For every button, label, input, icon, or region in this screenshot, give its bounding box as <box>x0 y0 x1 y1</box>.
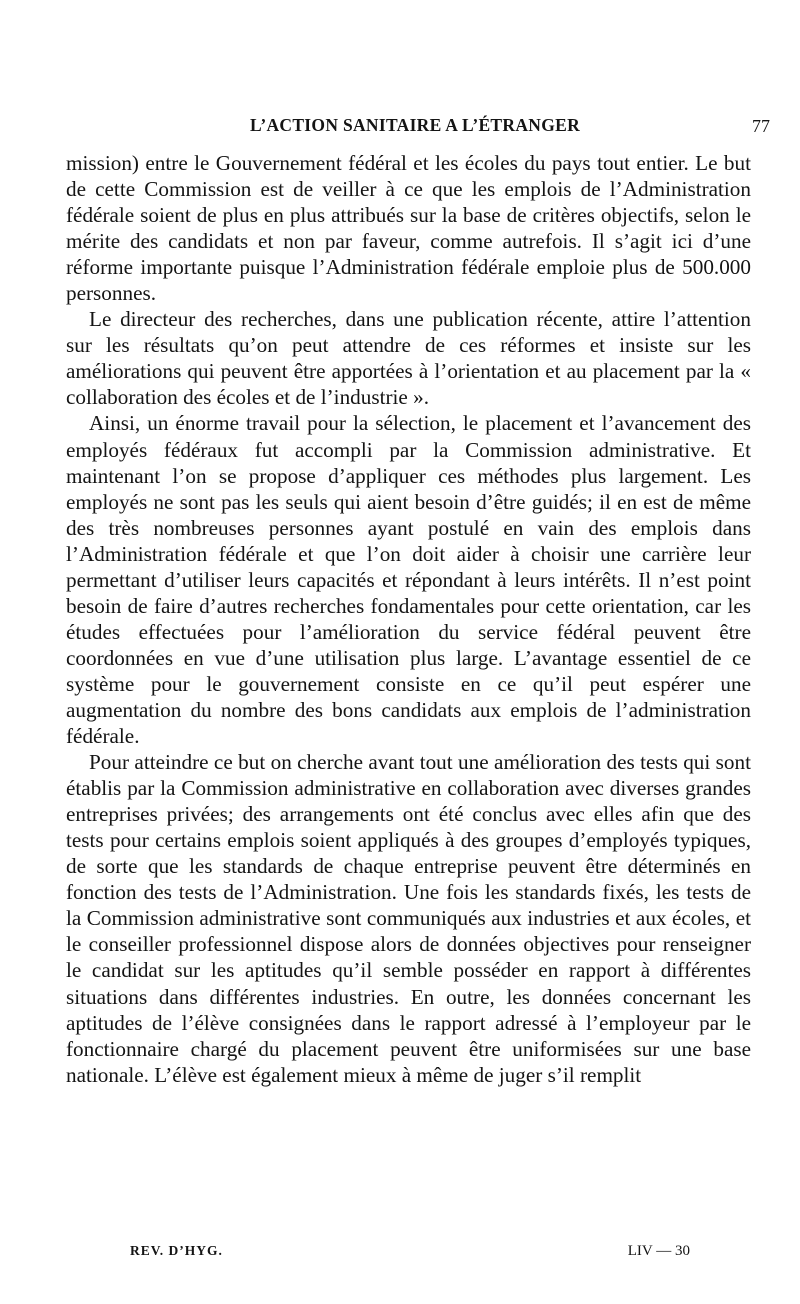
running-title: L’ACTION SANITAIRE A L’ÉTRANGER <box>249 115 581 135</box>
paragraph: Le directeur des recherches, dans une publication récente, attire l’attention sur les résultats qu’on peut attendre de ces réformes et insiste sur les améliorations qui peuvent être apportées à l’orientation et au placement par la « collaboration des écoles et de l’industrie ». <box>66 307 751 410</box>
body-text <box>66 150 751 1088</box>
footer <box>130 1243 690 1265</box>
running-head <box>60 115 770 143</box>
page-number: 77 <box>752 116 770 136</box>
paragraph: Ainsi, un énorme travail pour la sélection, le placement et l’avancement des employés fédéraux fut accompli par la Commission administrative. Et maintenant l’on se propose d’appliquer ces méthodes plus largement. Les employés ne sont pas les seuls qui aient besoin d’être guidés; il en est de même des très nombreuses personnes ayant postulé en vain des emplois dans l’Administration fédérale et que l’on doit aider à choisir une carrière leur permettant d’utiliser leurs capacités et répondant à leurs intérêts. Il n’est point besoin de faire d’autres recherches fondamentales pour cette orientation, car les études effectuées pour l’amélioration du service fédéral peuvent être coordonnées en vue d’une utilisation plus large. L’avantage essentiel de ce système pour le gouvernement consiste en ce qu’il peut espérer une augmentation du nombre des bons candidats aux emplois de l’administration fédérale. <box>66 411 751 749</box>
journal-signature: REV. D’HYG. <box>130 1243 223 1258</box>
volume-signature: LIV — 30 <box>627 1243 690 1259</box>
paragraph-continued: mission) entre le Gouvernement fédéral et les écoles du pays tout entier. Le but de cette Commission est de veiller à ce que les emplois de l’Administration fédérale soient de plus en plus attribués sur la base de critères objectifs, selon le mérite des candidats et non par faveur, comme autrefois. Il s’agit ici d’une réforme importante puisque l’Administration fédérale emploie plus de 500.000 personnes. <box>66 151 751 306</box>
paragraph: Pour atteindre ce but on cherche avant tout une amélioration des tests qui sont établis par la Commission administrative en collaboration avec diverses grandes entreprises privées; des arrangements ont été conclus avec elles afin que des tests pour certains emplois soient appliqués à des groupes d’employés typiques, de sorte que les standards de chaque entreprise peuvent être déterminés en fonction des tests de l’Administration. Une fois les standards fixés, les tests de la Commission administrative sont communiqués aux industries et aux écoles, et le conseiller professionnel dispose alors de données objectives pour renseigner le candidat sur les aptitudes qu’il semble posséder en rapport à différentes situations dans différentes industries. En outre, les données concernant les aptitudes de l’élève consignées dans le rapport adressé à l’employeur par le fonctionnaire chargé du placement peuvent être uniformisées sur une base nationale. L’élève est également mieux à même de juger s’il remplit <box>66 750 751 1087</box>
